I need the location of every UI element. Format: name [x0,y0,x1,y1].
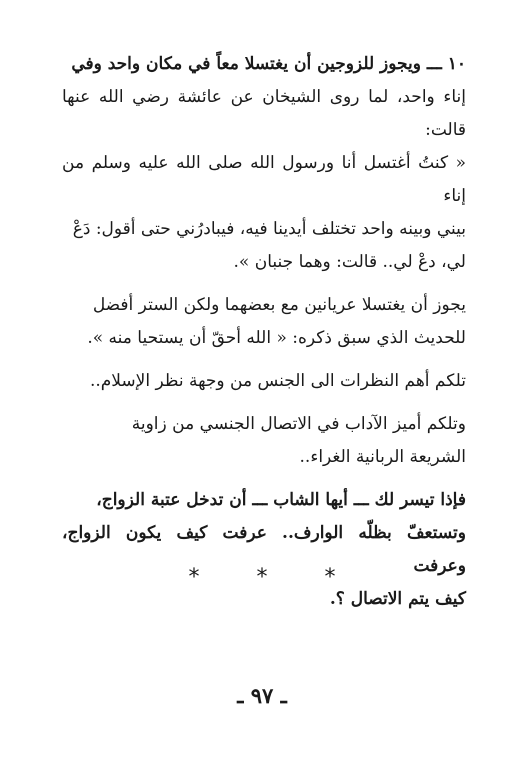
asterisk-ornament: * [256,565,268,590]
section-separator [0,565,524,590]
paragraph-covering [62,289,466,355]
text-line: ١٠ ـــ ويجوز للزوجين أن يغتسلا معاً في مكان واحد وفي [71,54,466,74]
text-line: بيني وبينه واحد تختلف أيدينا فيه، فيبادرُني حتى أقول: دَعْ [72,219,466,239]
page-body [62,48,466,616]
paragraph-closing [62,484,466,616]
text-line: وتستعفّ بظلّه الوارف.. عرفت كيف يكون الزواج، وعرفت [62,523,466,576]
text-line: تلكم أهم النظرات الى الجنس من وجهة نظر الإسلام.. [89,371,466,391]
text-line: لي، دعْ لي.. قالت: وهما جنبان ». [233,252,466,272]
text-line: فإذا تيسر لك ـــ أيها الشاب ـــ أن تدخل عتبة الزواج، [96,490,466,510]
text-line: وتلكم أميز الآداب في الاتصال الجنسي من زاوية [131,414,466,434]
asterisk-ornament: * [324,565,336,590]
text-line: إناء واحد، لما روى الشيخان عن عائشة رضي الله عنها قالت: [62,87,466,140]
text-line: يجوز أن يغتسلا عريانين مع بعضهما ولكن الستر أفضل [92,295,466,315]
paragraph-summary-etiquette [62,408,466,474]
page-number: ـ ٩٧ ـ [237,683,287,708]
text-line: للحديث الذي سبق ذكره: « الله أحقّ أن يستحيا منه ». [87,328,466,348]
asterisk-ornament: * [188,565,200,590]
paragraph-washing-together [62,48,466,279]
text-line: كيف يتم الاتصال ؟. [329,589,466,609]
text-line: « كنتُ أغتسل أنا ورسول الله صلى الله عليه وسلم من إناء [62,153,466,206]
text-line: الشريعة الربانية الغراء.. [299,447,466,467]
paragraph-summary-views [62,365,466,398]
